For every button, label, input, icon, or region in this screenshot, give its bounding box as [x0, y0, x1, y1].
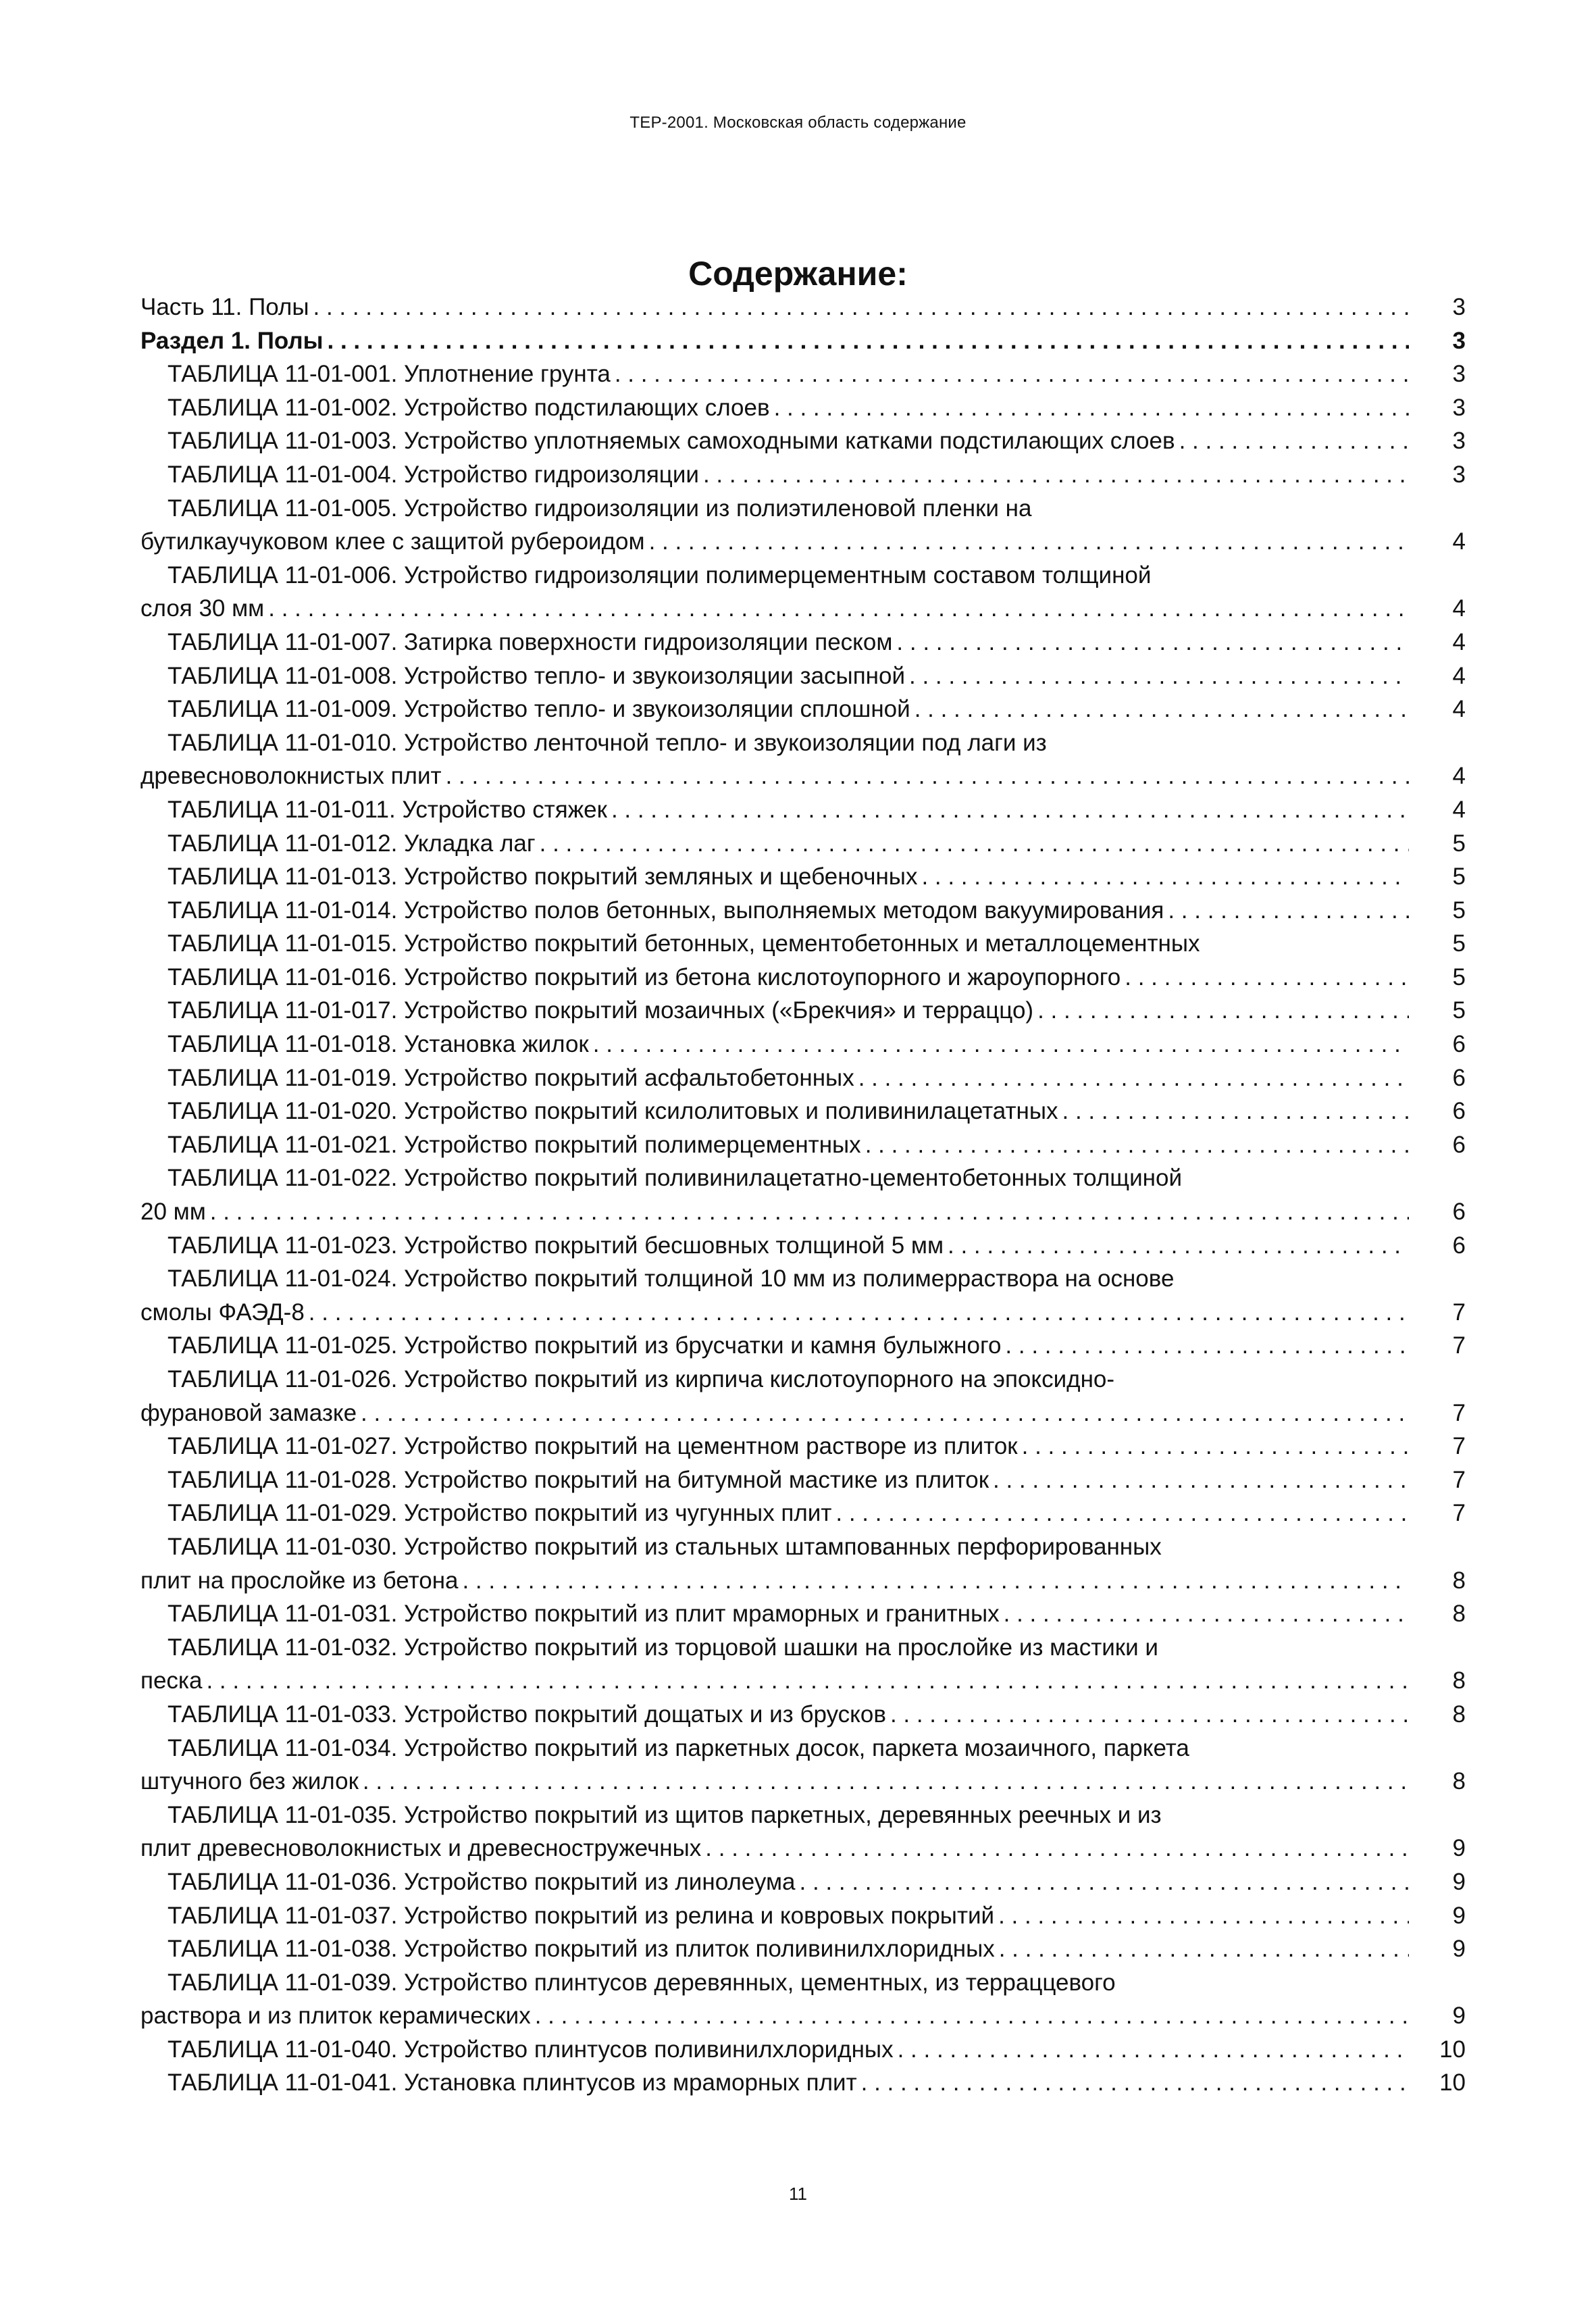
toc-entry-text: плит древесноволокнистых и древесностружечных [140, 1835, 702, 1862]
toc-entry-text: ТАБЛИЦА 11-01-027. Устройство покрытий на цементном растворе из плиток [168, 1433, 1018, 1460]
toc-leader-dots [705, 1832, 1409, 1865]
toc-entry-text: ТАБЛИЦА 11-01-032. Устройство покрытий из торцовой шашки на прослойке из мастики и [168, 1634, 1158, 1661]
toc-entry-line [140, 559, 1466, 593]
toc-page-number: 7 [1452, 1332, 1466, 1359]
running-header: ТЕР-2001. Московская область содержание [629, 114, 967, 132]
toc-entry-text: фурановой замазке [140, 1399, 357, 1426]
toc-entry [140, 1765, 1466, 1799]
toc-leader-dots [363, 1765, 1409, 1799]
toc-entry [140, 1932, 1466, 1966]
toc-leader-dots [462, 1564, 1409, 1598]
toc-entry [140, 860, 1466, 894]
toc-entry-text: ТАБЛИЦА 11-01-016. Устройство покрытий из бетона кислотоупорного и жароупорного [168, 963, 1121, 990]
toc-entry-text: ТАБЛИЦА 11-01-014. Устройство полов бетонных, выполняемых методом вакуумирования [168, 897, 1164, 924]
toc-entry [140, 827, 1466, 861]
toc-page-number: 8 [1452, 1667, 1466, 1694]
toc-page-number: 4 [1452, 628, 1466, 655]
toc-page-number: 6 [1452, 1098, 1466, 1125]
toc-entry [140, 659, 1466, 693]
toc-leader-dots [909, 659, 1409, 693]
toc-entry-line [140, 1966, 1466, 2000]
toc-entry-text: ТАБЛИЦА 11-01-019. Устройство покрытий асфальтобетонных [168, 1064, 854, 1091]
toc-entry-line [140, 1631, 1466, 1665]
toc-entry-text: Раздел 1. Полы [140, 327, 324, 354]
toc-entry [140, 391, 1466, 425]
toc-entry [140, 1061, 1466, 1095]
toc-page-number: 6 [1452, 1031, 1466, 1058]
toc-entry [140, 1397, 1466, 1430]
toc-entry-line [140, 1732, 1466, 1765]
toc-entry [140, 357, 1466, 391]
toc-leader-dots [896, 626, 1409, 659]
toc-entry [140, 291, 1466, 324]
toc-entry-text: ТАБЛИЦА 11-01-006. Устройство гидроизоляции полимерцементным составом толщиной [168, 561, 1152, 588]
toc-page-number: 5 [1452, 863, 1466, 890]
toc-entry-text: ТАБЛИЦА 11-01-022. Устройство покрытий поливинилацетатно-цементобетонных толщиной [168, 1165, 1182, 1192]
toc-leader-dots [921, 860, 1409, 894]
toc-entry-text: ТАБЛИЦА 11-01-004. Устройство гидроизоляции [168, 461, 699, 488]
toc-entry [140, 592, 1466, 626]
toc-entry-text: ТАБЛИЦА 11-01-024. Устройство покрытий толщиной 10 мм из полимерраствора на основе [168, 1265, 1175, 1292]
toc-entry [140, 1597, 1466, 1631]
toc-leader-dots [535, 1999, 1409, 2033]
toc-entry [140, 1999, 1466, 2033]
toc-entry-text: ТАБЛИЦА 11-01-038. Устройство покрытий из плиток поливинилхлоридных [168, 1936, 995, 1963]
toc-leader-dots [835, 1496, 1409, 1530]
toc-entry-text: ТАБЛИЦА 11-01-009. Устройство тепло- и звукоизоляции сплошной [168, 696, 910, 723]
toc-entry-text: ТАБЛИЦА 11-01-007. Затирка поверхности гидроизоляции песком [168, 628, 893, 655]
toc-entry-text: ТАБЛИЦА 11-01-020. Устройство покрытий ксилолитовых и поливинилацетатных [168, 1098, 1058, 1125]
toc-entry-text: ТАБЛИЦА 11-01-011. Устройство стяжек [168, 796, 607, 823]
toc-entry [140, 1463, 1466, 1497]
toc-leader-dots [800, 1865, 1409, 1899]
toc-page-number: 3 [1452, 394, 1466, 421]
toc-page-number: 3 [1452, 428, 1466, 455]
toc-entry-text: смолы ФАЭД-8 [140, 1299, 305, 1326]
toc-entry-text: Часть 11. Полы [140, 294, 309, 320]
toc-entry-text: ТАБЛИЦА 11-01-002. Устройство подстилающих слоев [168, 394, 770, 421]
toc-page-number: 4 [1452, 763, 1466, 790]
toc-page-number: 5 [1452, 930, 1466, 957]
toc-page-number: 5 [1452, 897, 1466, 924]
toc-entry-text: слоя 30 мм [140, 595, 265, 622]
toc-entry [140, 424, 1466, 458]
toc-entry-text: бутилкаучуковом клее с защитой рубероидом [140, 528, 645, 555]
toc-page-number: 10 [1439, 2036, 1466, 2063]
toc-leader-dots [999, 1932, 1409, 1966]
toc-page-number: 5 [1452, 830, 1466, 857]
toc-leader-dots [898, 2033, 1409, 2067]
toc-page-number: 4 [1452, 696, 1466, 723]
toc-leader-dots [858, 1061, 1409, 1095]
toc-leader-dots [313, 291, 1410, 324]
toc-entry-text: плит на прослойке из бетона [140, 1567, 459, 1594]
toc-leader-dots [865, 1128, 1409, 1162]
toc-entry-text: ТАБЛИЦА 11-01-001. Уплотнение грунта [168, 361, 611, 388]
toc-leader-dots [1125, 961, 1409, 995]
toc-page-number: 4 [1452, 662, 1466, 689]
toc-entry-text: ТАБЛИЦА 11-01-010. Устройство ленточной тепло- и звукоизоляции под лаги из [168, 729, 1047, 756]
toc-leader-dots [890, 1698, 1409, 1732]
toc-entry [140, 1229, 1466, 1263]
toc-title: Содержание: [688, 255, 908, 293]
toc-page-number: 6 [1452, 1232, 1466, 1259]
toc-page-number: 7 [1452, 1299, 1466, 1326]
toc-entry [140, 1496, 1466, 1530]
toc-entry-line [140, 1262, 1466, 1296]
toc-entry [140, 1664, 1466, 1698]
toc-leader-dots [1179, 424, 1409, 458]
toc-entry-text: ТАБЛИЦА 11-01-012. Укладка лаг [168, 830, 536, 857]
toc-entry [140, 324, 1466, 358]
toc-leader-dots [268, 592, 1409, 626]
toc-entry [140, 458, 1466, 492]
toc-entry-text: раствора и из плиток керамических [140, 2003, 531, 2030]
toc-entry-text: ТАБЛИЦА 11-01-025. Устройство покрытий из брусчатки и камня булыжного [168, 1332, 1002, 1359]
toc-page-number: 8 [1452, 1601, 1466, 1628]
toc-page-number: 4 [1452, 796, 1466, 823]
toc-leader-dots [1004, 1597, 1409, 1631]
toc-entry [140, 2066, 1466, 2100]
toc-leader-dots [446, 759, 1409, 793]
toc-entry [140, 1564, 1466, 1598]
toc-page-number: 4 [1452, 528, 1466, 555]
toc-page-number: 7 [1452, 1500, 1466, 1527]
toc-leader-dots [611, 793, 1409, 827]
toc-entry [140, 894, 1466, 928]
toc-leader-dots [1037, 994, 1409, 1028]
toc-leader-dots [1168, 894, 1409, 928]
toc-page-number: 3 [1452, 327, 1466, 354]
toc-entry [140, 793, 1466, 827]
toc-entry [140, 525, 1466, 559]
toc-page-number: 3 [1452, 361, 1466, 388]
toc-page-number: 10 [1439, 2069, 1466, 2096]
toc-entry-line [140, 1363, 1466, 1397]
toc-entry-text: ТАБЛИЦА 11-01-026. Устройство покрытий из кирпича кислотоупорного на эпоксидно- [168, 1366, 1115, 1392]
toc-entry [140, 1195, 1466, 1229]
toc-entry [140, 1899, 1466, 1933]
toc-entry-text: ТАБЛИЦА 11-01-037. Устройство покрытий из релина и ковровых покрытий [168, 1902, 995, 1929]
toc-entry-text: ТАБЛИЦА 11-01-033. Устройство покрытий дощатых и из брусков [168, 1701, 886, 1728]
toc-leader-dots [1022, 1430, 1409, 1463]
toc-leader-dots [915, 693, 1409, 726]
toc-leader-dots [774, 391, 1409, 425]
toc-entry [140, 1832, 1466, 1865]
toc-leader-dots [309, 1296, 1409, 1330]
toc-leader-dots [540, 827, 1409, 861]
toc-entry-text: древесноволокнистых плит [140, 763, 442, 790]
toc-entry-line [140, 1161, 1466, 1195]
toc-leader-dots [1005, 1329, 1409, 1363]
toc-entry-text: ТАБЛИЦА 11-01-031. Устройство покрытий из плит мраморных и гранитных [168, 1601, 1000, 1628]
toc-entry-line [140, 1799, 1466, 1832]
table-of-contents [140, 291, 1466, 2100]
toc-entry-text: ТАБЛИЦА 11-01-040. Устройство плинтусов поливинилхлоридных [168, 2036, 894, 2063]
toc-entry-text: ТАБЛИЦА 11-01-021. Устройство покрытий полимерцементных [168, 1131, 861, 1158]
toc-entry-text: ТАБЛИЦА 11-01-013. Устройство покрытий земляных и щебеночных [168, 863, 918, 890]
toc-page-number: 5 [1452, 997, 1466, 1024]
toc-leader-dots [328, 324, 1409, 358]
toc-page-number: 8 [1452, 1701, 1466, 1728]
toc-page-number: 9 [1452, 1902, 1466, 1929]
toc-entry-text: ТАБЛИЦА 11-01-017. Устройство покрытий мозаичных («Брекчия» и терраццо) [168, 997, 1034, 1024]
toc-entry [140, 1698, 1466, 1732]
toc-leader-dots [948, 1229, 1409, 1263]
toc-entry-text: ТАБЛИЦА 11-01-041. Установка плинтусов из мраморных плит [168, 2069, 857, 2096]
toc-page-number: 9 [1452, 2003, 1466, 2030]
toc-entry [140, 1430, 1466, 1463]
toc-entry-text: ТАБЛИЦА 11-01-034. Устройство покрытий из паркетных досок, паркета мозаичного, паркета [168, 1734, 1189, 1761]
toc-entry-text: ТАБЛИЦА 11-01-030. Устройство покрытий из стальных штампованных перфорированных [168, 1533, 1162, 1560]
toc-leader-dots [210, 1195, 1409, 1229]
toc-page-number: 7 [1452, 1433, 1466, 1460]
toc-entry [140, 1095, 1466, 1128]
toc-page-number: 6 [1452, 1064, 1466, 1091]
toc-entry-text: ТАБЛИЦА 11-01-018. Установка жилок [168, 1031, 589, 1058]
toc-leader-dots [649, 525, 1409, 559]
toc-leader-dots [206, 1664, 1409, 1698]
toc-entry-text: ТАБЛИЦА 11-01-005. Устройство гидроизоляции из полиэтиленовой пленки на [168, 495, 1032, 522]
toc-page-number: 7 [1452, 1466, 1466, 1493]
toc-entry-text: ТАБЛИЦА 11-01-015. Устройство покрытий бетонных, цементобетонных и металлоцементных [168, 930, 1200, 957]
toc-page-number: 6 [1452, 1131, 1466, 1158]
toc-page-number: 8 [1452, 1567, 1466, 1594]
toc-entry [140, 1329, 1466, 1363]
toc-entry [140, 927, 1466, 961]
toc-leader-dots [703, 458, 1409, 492]
toc-page-number: 3 [1452, 461, 1466, 488]
toc-entry-line [140, 492, 1466, 526]
toc-entry [140, 1028, 1466, 1061]
toc-entry [140, 2033, 1466, 2067]
toc-leader-dots [998, 1899, 1409, 1933]
toc-entry [140, 1296, 1466, 1330]
toc-page-number: 3 [1452, 294, 1466, 320]
toc-page-number: 9 [1452, 1835, 1466, 1862]
toc-entry [140, 961, 1466, 995]
toc-entry-text: ТАБЛИЦА 11-01-035. Устройство покрытий из щитов паркетных, деревянных реечных и из [168, 1801, 1162, 1828]
toc-leader-dots [1062, 1095, 1410, 1128]
toc-leader-dots [593, 1028, 1409, 1061]
toc-entry-text: ТАБЛИЦА 11-01-036. Устройство покрытий из линолеума [168, 1868, 796, 1895]
toc-entry-line [140, 726, 1466, 760]
toc-page-number: 4 [1452, 595, 1466, 622]
toc-entry-text: ТАБЛИЦА 11-01-039. Устройство плинтусов деревянных, цементных, из терраццевого [168, 1969, 1116, 1996]
toc-page-number: 9 [1452, 1936, 1466, 1963]
toc-page-number: 5 [1452, 963, 1466, 990]
toc-entry [140, 994, 1466, 1028]
toc-entry [140, 1865, 1466, 1899]
toc-entry [140, 626, 1466, 659]
toc-entry [140, 1128, 1466, 1162]
toc-page-number: 9 [1452, 1868, 1466, 1895]
toc-leader-dots [861, 2066, 1409, 2100]
toc-entry-text: песка [140, 1667, 203, 1694]
toc-page-number: 7 [1452, 1399, 1466, 1426]
toc-leader-dots [361, 1397, 1409, 1430]
toc-entry-text: ТАБЛИЦА 11-01-029. Устройство покрытий из чугунных плит [168, 1500, 832, 1527]
page-number: 11 [789, 2184, 807, 2204]
toc-entry-text: ТАБЛИЦА 11-01-008. Устройство тепло- и звукоизоляции засыпной [168, 662, 906, 689]
toc-entry [140, 759, 1466, 793]
toc-entry-text: ТАБЛИЦА 11-01-003. Устройство уплотняемых самоходными катками подстилающих слоев [168, 428, 1175, 455]
toc-entry-text: ТАБЛИЦА 11-01-028. Устройство покрытий на битумной мастике из плиток [168, 1466, 989, 1493]
toc-leader-dots [615, 357, 1409, 391]
toc-leader-dots [993, 1463, 1409, 1497]
toc-page-number: 8 [1452, 1768, 1466, 1795]
toc-entry [140, 693, 1466, 726]
toc-page-number: 6 [1452, 1199, 1466, 1226]
toc-entry-text: ТАБЛИЦА 11-01-023. Устройство покрытий бесшовных толщиной 5 мм [168, 1232, 944, 1259]
toc-entry-text: 20 мм [140, 1199, 206, 1226]
toc-entry-text: штучного без жилок [140, 1768, 359, 1795]
toc-entry-line [140, 1530, 1466, 1564]
